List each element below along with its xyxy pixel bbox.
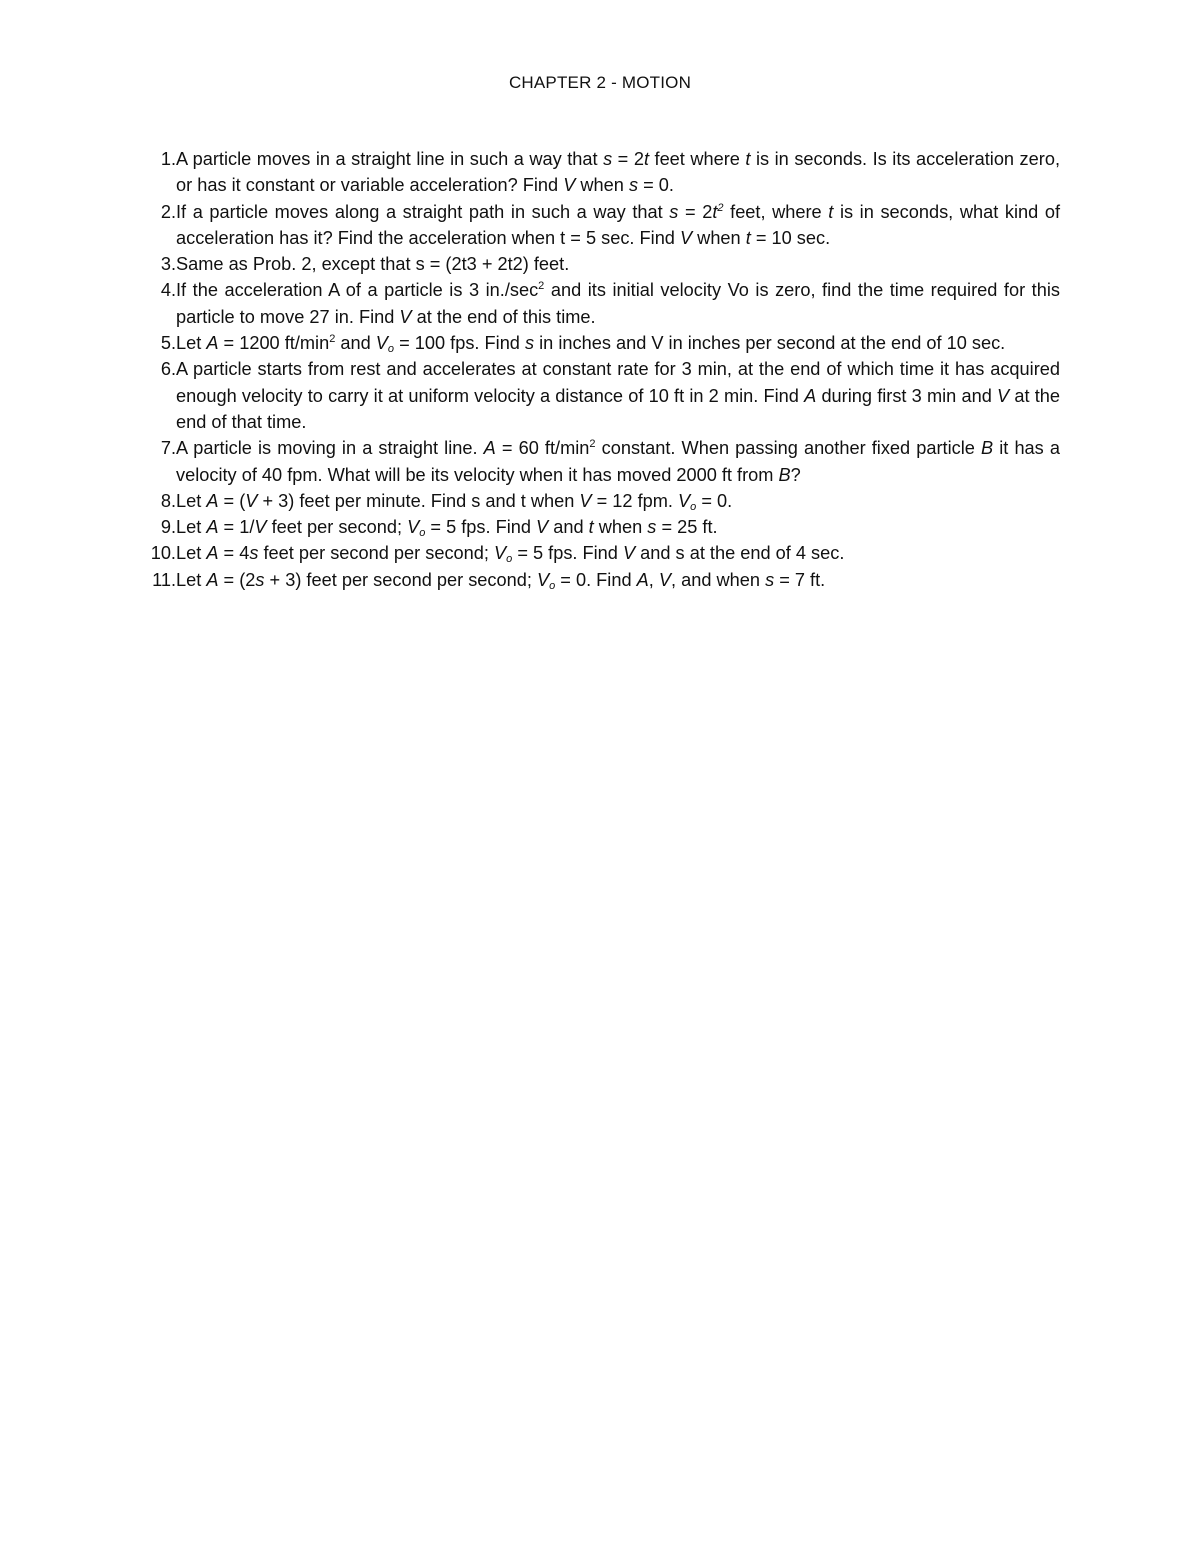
problem-number: 8. [160, 490, 176, 511]
problem-text-segment: , [648, 569, 659, 590]
problem-text-segment: = 5 fps. Find [425, 517, 537, 538]
problem-text [176, 488, 1060, 514]
problem-text-segment: V [375, 333, 388, 354]
problem-text-segment: V [536, 517, 549, 538]
problem-text-segment: B [981, 438, 994, 459]
problem-text-segment: = 100 fps. Find [394, 333, 525, 354]
problem-item [140, 540, 1060, 566]
problem-text-segment: feet per second; [266, 517, 408, 538]
problem-text-segment: o [387, 343, 395, 356]
problem-text-segment: V [678, 490, 691, 511]
problem-text [176, 330, 1060, 356]
problem-text-segment: 2 [538, 280, 545, 293]
problem-number: 5. [160, 333, 176, 354]
problem-number: 2. [160, 201, 176, 222]
problem-text-segment: A [483, 438, 496, 459]
problem-text-segment: = (2 [218, 569, 256, 590]
problem-text-segment: = 1200 ft/min [218, 333, 330, 354]
problem-text-segment: t [588, 517, 594, 538]
problem-item [140, 514, 1060, 540]
problem-text-segment: s [249, 543, 259, 564]
problem-text-segment: = 2 [612, 149, 644, 169]
problem-text [176, 356, 1060, 435]
problem-text-segment: V [622, 543, 636, 564]
problem-text-segment: V [658, 569, 672, 590]
problem-list [140, 146, 1060, 593]
problem-text-segment: constant. When passing another fixed particle [595, 438, 981, 459]
problem-text-segment: = 25 ft. [656, 517, 718, 538]
problem-text-segment: = 5 fps. Find [512, 543, 623, 564]
problem-text-segment: A [206, 543, 219, 564]
problem-text-segment: A [206, 569, 219, 590]
problem-text-segment: Let [176, 543, 207, 564]
problem-number: 1. [160, 149, 176, 169]
problem-number: 4. [160, 280, 176, 301]
problem-text-segment: Let [176, 517, 207, 538]
problem-text-segment: o [549, 579, 556, 592]
page-title: CHAPTER 2 - MOTION [508, 73, 692, 92]
problem-number: 11. [152, 569, 176, 590]
problem-text-segment: = 60 ft/min [495, 438, 590, 459]
problem-text-segment: V [399, 306, 412, 327]
problem-item [140, 199, 1060, 252]
problem-text-segment: A particle moves in a straight line in such a way that [176, 149, 604, 169]
problem-text-segment: = 10 sec. [750, 227, 831, 248]
problem-text-segment: o [419, 527, 426, 540]
problem-text-segment: 2 [717, 201, 724, 214]
problem-text-segment: V [536, 569, 550, 590]
problem-text-segment: = 0. [638, 175, 674, 196]
problem-number: 7. [160, 438, 176, 459]
problem-text-segment: s [647, 517, 657, 538]
problem-text-segment: = 12 fpm. [591, 490, 678, 511]
problem-text [176, 199, 1060, 252]
problem-text-segment: s [603, 149, 613, 169]
problem-item [140, 330, 1060, 356]
problem-item [140, 435, 1060, 488]
problem-text-segment: V [254, 517, 267, 538]
problem-text-segment: = ( [218, 490, 246, 511]
problem-text-segment: it has a velocity of 40 fpm. What will be its velocity when it has moved 2000 ft from [176, 438, 1060, 485]
problem-text-segment: ? [790, 464, 801, 485]
problem-text-segment: s [255, 569, 265, 590]
problem-text-segment: V [679, 227, 693, 248]
problem-item [140, 277, 1060, 330]
problem-text-segment: t [643, 149, 649, 169]
problem-text-segment: Let [176, 569, 207, 590]
problem-text-segment: t [828, 201, 834, 222]
problem-text-segment: t [745, 149, 751, 169]
problem-text-segment: = 4 [218, 543, 250, 564]
problem-text-segment: A [206, 490, 219, 511]
problem-text-segment: Let [176, 333, 207, 354]
problem-text-segment: t [745, 227, 751, 248]
problem-text-segment: s [669, 201, 679, 222]
problem-text [176, 567, 1060, 593]
problem-number: 6. [160, 359, 176, 380]
problem-text-segment: when [692, 227, 746, 248]
problem-text-segment: , and when [671, 569, 766, 590]
problem-text-segment: feet where [649, 149, 746, 169]
problem-item [140, 488, 1060, 514]
problem-text-segment: s [524, 333, 535, 354]
problem-text-segment: o [690, 500, 697, 513]
problem-item [140, 251, 1060, 277]
problem-text-segment: t [712, 201, 718, 222]
problem-text [176, 540, 1060, 566]
problem-text-segment: when [593, 517, 648, 538]
problem-text-segment: V [579, 490, 592, 511]
problem-text-segment: is in seconds. Is its acceleration zero, or has it constant or variable acceleration? Find [176, 149, 1060, 196]
problem-text-segment: is in seconds, what kind of acceleration has it? Find the acceleration when t = 5 sec. Find [176, 201, 1061, 248]
problem-text-segment: feet per second per second; [258, 543, 494, 564]
problem-text-segment: when [575, 175, 629, 196]
problem-text-segment: and its initial velocity Vo is zero, find the time required for this particle to move 27 in. Find [176, 280, 1060, 327]
problem-text-segment: and [548, 517, 589, 538]
problem-text-segment: in inches and V in inches per second at the end of 10 sec. [534, 333, 1006, 354]
problem-text-segment: at the end of that time. [176, 385, 1061, 432]
problem-text-segment: = 2 [678, 201, 713, 222]
problem-text-segment: = 0. [696, 490, 733, 511]
problem-text-segment: A particle starts from rest and accelerates at constant rate for 3 min, at the end of which time it has acquired enough velocity to carry it at uniform velocity a distance of 10 ft in 2 min. Find [176, 359, 1060, 406]
problem-text-segment: V [997, 385, 1010, 406]
problem-text-segment: at the end of this time. [411, 306, 596, 327]
problem-text-segment: Let [176, 490, 207, 511]
problem-number: 9. [160, 517, 176, 538]
problem-text-segment: = 0. Find [555, 569, 637, 590]
problem-text-segment: V [407, 517, 420, 538]
problem-text-segment: + 3) feet per minute. Find s and t when [257, 490, 580, 511]
problem-text [176, 251, 1060, 277]
problem-text-segment: 2 [329, 333, 336, 346]
problem-text-segment: B [778, 464, 791, 485]
problem-text-segment: A [206, 517, 219, 538]
problem-text-segment: If a particle moves along a straight path in such a way that [176, 201, 670, 222]
problem-text-segment: V [563, 175, 576, 196]
problem-number: 10. [150, 543, 176, 564]
problem-item [140, 567, 1060, 593]
problem-text-segment: V [494, 543, 507, 564]
problem-text-segment: A [636, 569, 649, 590]
problem-text-segment: = 7 ft. [774, 569, 826, 590]
problem-text-segment: o [506, 553, 513, 566]
problem-item [140, 146, 1060, 199]
problem-text-segment: during first 3 min and [816, 385, 998, 406]
problem-text-segment: A particle is moving in a straight line. [176, 438, 484, 459]
problem-text-segment: V [245, 490, 258, 511]
problem-text-segment: s [628, 175, 639, 196]
problem-text-segment: 2 [589, 438, 596, 451]
problem-text-segment: s [765, 569, 775, 590]
problem-text-segment: A [206, 333, 219, 354]
problem-item [140, 356, 1060, 435]
problem-text-segment: Same as Prob. 2, except that s = (2t3 + 2t2) feet. [176, 254, 570, 275]
problem-text-segment: and s at the end of 4 sec. [635, 543, 845, 564]
problem-text-segment: and [335, 333, 376, 354]
problem-text-segment: = 1/ [218, 517, 255, 538]
problem-text-segment: + 3) feet per second per second; [264, 569, 537, 590]
problem-number: 3. [160, 254, 176, 275]
problem-text-segment: If the acceleration A of a particle is 3 in./sec [176, 280, 539, 301]
problem-text [176, 514, 1060, 540]
problem-text-segment: A [804, 385, 817, 406]
problem-text-segment: feet, where [723, 201, 829, 222]
problem-text [176, 435, 1060, 488]
problem-text [176, 277, 1060, 330]
problem-text [176, 146, 1060, 199]
